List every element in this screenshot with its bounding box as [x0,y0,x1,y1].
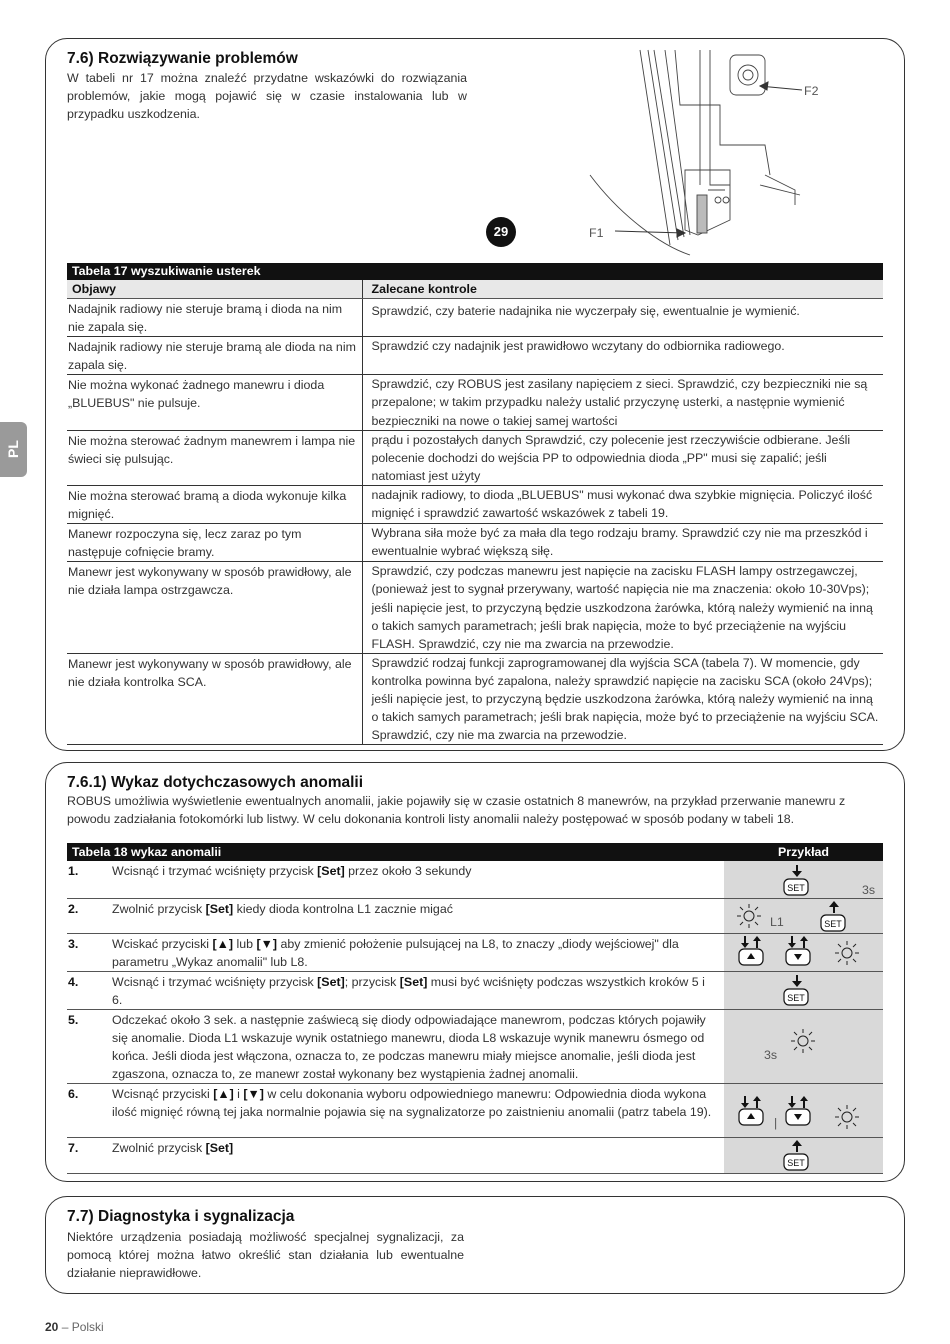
instruction-text: Odczekać około 3 sek. a następnie zaświecą się diody odpowiadające manewrom, podczas których pojawiły się anomalie. Dioda L1 wskazuje wynik ostatniego manewru, dioda L8 wskazuje wynik manewru ósmego od końca. Jeśli dioda jest włączona, oznacza to, ze podczas manewru miały miejsce anomalie, jeśli dioda jest zgaszona, oznacza to, ze manewr został wykonany bez wystąpienia żadnej anomalii. [112,1012,706,1082]
table-18-row [67,933,883,971]
instruction-text: przez około 3 sekundy [344,864,472,878]
instruction-text: Zwolnić przycisk [112,1141,206,1156]
section-diagnostics-title: 7.7) Diagnostyka i sygnalizacja [67,1208,295,1225]
table-17-row [67,485,883,523]
example-cell [724,861,883,898]
table-17-symptom: Manewr jest wykonywany w sposób prawidłowy, ale nie działa lampa ostrzgawcza. [67,562,362,653]
language-tab [0,422,27,477]
button-reference: [▲] [212,936,234,951]
blinking-led-icon [790,1028,816,1054]
instruction-text: aby zmienić położenie pulsującej na L8, to znaczy „diody wejściowej" dla parametru „Wykaz anomalii" lub L8. [112,936,679,969]
table-17-check: Sprawdzić rodzaj funkcji zaprogramowanej dla wyjścia SCA (tabela 7). W momencie, gdy kontrolka powinna być zapalona, należy sprawdzić napięcie na zacisku SCA (około 24Vps); jeśli napięcie jest, to przyczyną będzie uszkodzona żarówka, którą należy wymienić na inną o takich samych parametrach; jeśli brak napięcia, może być to przeciążenie na wyjściu SCA. Sprawdzić, czy nie ma zwarcia na przewodzie. [362,653,883,744]
step-instruction [112,971,724,1009]
table-17-symptom: Nie można sterować bramą a dioda wykonuje kilka mignięć. [67,485,362,523]
table-17-row [67,653,883,744]
step-instruction [112,933,724,971]
blinking-led-icon [736,903,762,929]
up-button-icon [738,1096,768,1130]
language-tab-label: PL [5,440,21,459]
instruction-text: i [233,1087,244,1102]
step-number: 4. [67,971,112,1009]
instruction-text: kiedy dioda kontrolna L1 zacznie migać [233,901,453,916]
instruction-text: w celu dokonania wyboru odpowiedniego manewru: Odpowiednia dioda wykona ilość mignięć równą tej jaka normalnie pojawia się na sygnalizatorze po zaistnieniu anomalii (patrz tabela 19). [112,1087,712,1120]
step-instruction [112,1084,724,1138]
table-17-check: Sprawdzić czy nadajnik jest prawidłowo wczytany do odbiornika radiowego. [362,337,883,375]
set-button-icon [783,1140,811,1174]
table-17-check: Sprawdzić, czy podczas manewru jest napięcie na zacisku FLASH lampy ostrzegawczej, (ponieważ jest to sygnał przerywany, wartość napięcia nie ma znaczenia: około 10-30Vps); jeśli napięcie jest, to przyczyną będzie uszkodzona żarówka, którą należy wymienić na inną o takich samych parametrach; jeśli brak napięcia, może to być przeciążenie na wyjściu FLASH. Sprawdzić, czy nie ma zwarcia na przewodzie. [362,562,883,653]
table-18-row [67,861,883,898]
example-cell [724,1138,883,1174]
table-17-row [67,375,883,430]
section-diagnostics-intro: Niektóre urządzenia posiadają możliwość specjalnej sygnalizacji, za pomocą której można łatwo określić stan działania lub ewentualne działanie nieprawidłowe. [67,1230,464,1281]
section-anomaly-list-intro: ROBUS umożliwia wyświetlenie ewentualnych anomalii, jakie pojawiły się w czasie ostatnich 8 manewrów, na przykład przerwanie manewru z powodu zadziałania fotokomórki lub listwy. W celu dokonania kontroli listy anomalii należy postępować w sposób podany w tabeli 18. [67,794,846,827]
table-17-header-checks: Zalecane kontrole [362,280,883,299]
table-17-check: Sprawdzić, czy ROBUS jest zasilany napięciem z sieci. Sprawdzić, czy bezpieczniki nie są przepalone; w takim przypadku należy ustalić przyczynę usterki, a następnie wymienić bezpieczniki na nowe o takiej samej wartości [362,375,883,430]
example-cell [724,971,883,1009]
button-reference: [Set] [205,901,234,916]
figure-29-illustration [580,45,880,260]
svg-text:SET: SET [787,883,805,893]
table-17-check: prądu i pozostałych danych Sprawdzić, czy polecenie jest rzeczywiście odbierane. Jeśli polecenie dochodzi do wejścia PP to odpowiednia dioda „PP" musi się zapalić; jeśli natomiast jest użyty [362,430,883,485]
table-17-symptom: Nadajnik radiowy nie steruje bramą ale dioda na nim zapala się. [67,337,362,375]
figure-number-badge [486,217,516,247]
svg-text:SET: SET [787,1158,805,1169]
table-17-symptom: Manewr jest wykonywany w sposób prawidłowy, ale nie działa kontrolka SCA. [67,653,362,744]
table-18-caption: Tabela 18 wykaz anomalii [67,843,724,861]
instruction-text: lub [233,936,257,951]
instruction-text: Wcisnąć i trzymać wciśnięty przycisk [112,864,318,878]
button-reference: [▼] [256,936,277,951]
svg-text:SET: SET [824,918,842,929]
table-17-symptom: Nie można wykonać żadnego manewru i dioda „BLUEBUS" nie pulsuje. [67,375,362,430]
page-footer [45,1318,104,1336]
table-17-check: Wybrana siła może być za mała dla tego rodzaju bramy. Sprawdzić czy nie ma przeszkód i ewentualnie wybrać większą siłę. [362,524,883,562]
table-17-troubleshooting [67,263,883,745]
section-troubleshooting-title: 7.6) Rozwiązywanie problemów [67,50,298,67]
table-17-row [67,430,883,485]
blinking-led-icon [834,940,860,966]
instruction-text: musi być wciśnięty podczas wszystkich kroków 5 i 6. [112,974,705,1007]
page-number: 20 [45,1320,59,1334]
time-label-3s: 3s [764,1047,778,1062]
step-number: 3. [67,933,112,971]
time-label-3s: 3s [862,883,876,897]
set-button-icon [783,865,811,899]
example-cell [724,1009,883,1083]
step-number: 6. [67,1084,112,1138]
led-l1-label: L1 [770,914,784,929]
step-instruction [112,898,724,933]
set-button-icon [820,901,848,935]
table-18-row [67,971,883,1009]
table-17-row [67,562,883,653]
step-number: 7. [67,1138,112,1174]
figure-label-f2: F2 [804,84,819,98]
table-17-check: nadajnik radiowy, to dioda „BLUEBUS" musi wykonać dwa szybkie mignięcia. Policzyć ilość mignięć i sprawdzić zawartość wskazówek z tabeli 19. [362,485,883,523]
instruction-text: Wciskać przyciski [112,936,213,951]
step-instruction [112,861,724,898]
figure-number: 29 [493,224,509,239]
button-reference: [Set] [317,974,345,989]
set-button-icon [783,975,811,1009]
table-17-caption: Tabela 17 wyszukiwanie usterek [67,263,883,280]
svg-text:SET: SET [787,992,805,1003]
table-18-row [67,1138,883,1174]
example-cell [724,1084,883,1138]
table-17-check: Sprawdzić, czy baterie nadajnika nie wyczerpały się, ewentualnie je wymienić. [362,299,883,337]
step-instruction [112,1009,724,1083]
section-troubleshooting-intro: W tabeli nr 17 można znaleźć przydatne wskazówki do rozwiązania problemów, jakie mogą pojawić się w czasie instalowania lub w przypadku uszkodzenia. [67,71,467,122]
example-cell [724,898,883,933]
button-reference: [Set] [205,1141,234,1156]
section-anomaly-list-title: 7.6.1) Wykaz dotychczasowych anomalii [67,774,364,791]
table-18-example-header: Przykład [724,843,883,861]
table-18-row [67,1084,883,1138]
button-reference: [Set] [399,974,428,989]
button-reference: [▲] [213,1087,234,1102]
button-reference: [▼] [243,1087,264,1102]
step-number: 1. [67,861,112,898]
up-button-icon [738,936,768,970]
figure-label-f1: F1 [589,226,604,240]
table-17-header-symptoms: Objawy [67,280,362,299]
down-button-icon [785,1096,815,1130]
separator: | [774,1116,778,1131]
instruction-text: Wcisnąć przyciski [112,1087,214,1102]
instruction-text: ; przycisk [344,974,400,989]
table-17-row [67,524,883,562]
blinking-led-icon [834,1104,860,1130]
table-17-symptom: Manewr rozpoczyna się, lecz zaraz po tym następuje cofnięcie bramy. [67,524,362,562]
table-17-symptom: Nie można sterować żadnym manewrem i lampa nie świeci się pulsując. [67,430,362,485]
table-17-symptom: Nadajnik radiowy nie steruje bramą i dioda na nim nie zapala się. [67,299,362,337]
table-18-row [67,1009,883,1083]
instruction-text: Zwolnić przycisk [112,901,206,916]
step-number: 5. [67,1009,112,1083]
table-17-row [67,337,883,375]
table-18-anomaly-list [67,843,883,1174]
button-reference: [Set] [317,864,345,878]
footer-language: – Polski [61,1320,104,1334]
table-17-row [67,299,883,337]
example-cell [724,933,883,971]
table-18-row [67,898,883,933]
down-button-icon [785,936,815,970]
step-number: 2. [67,898,112,933]
instruction-text: Wcisnąć i trzymać wciśnięty przycisk [112,974,318,989]
step-instruction [112,1138,724,1174]
